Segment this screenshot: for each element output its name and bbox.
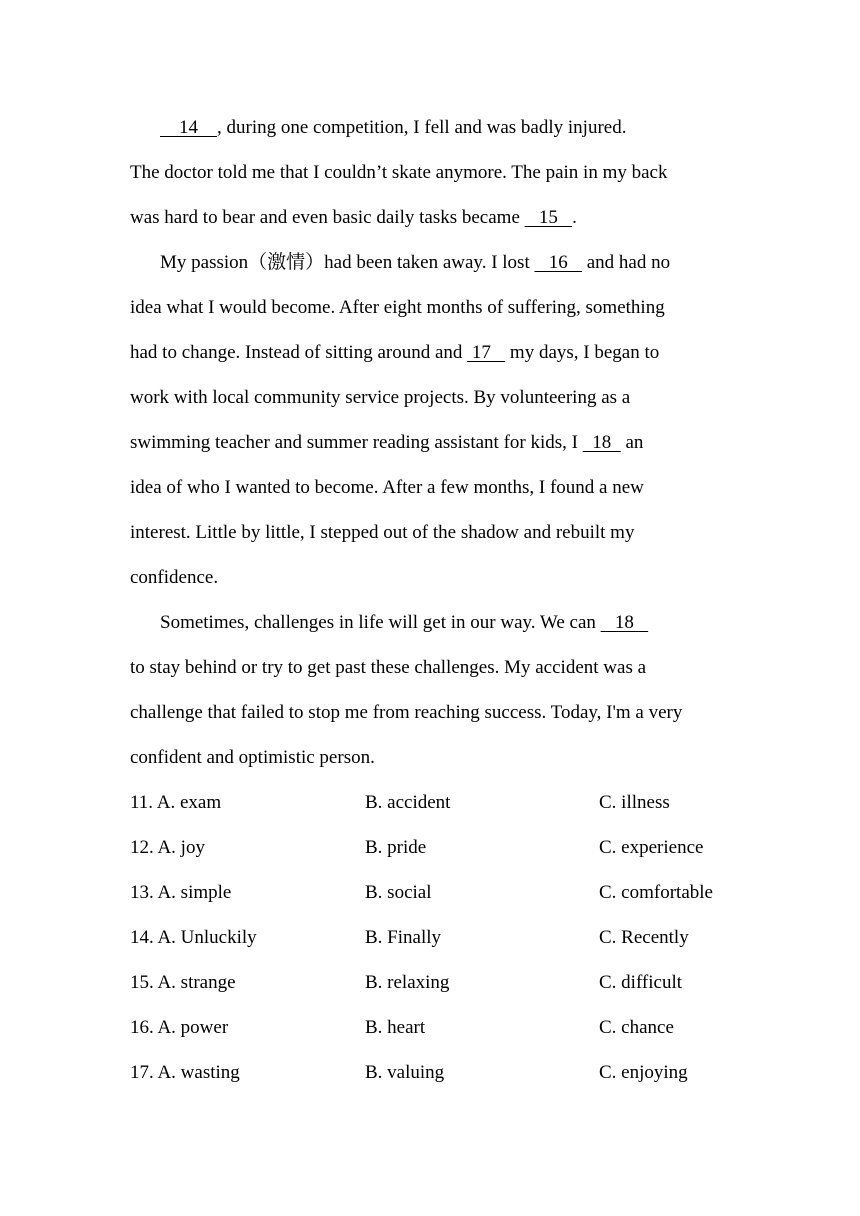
option-a: 13. A. simple bbox=[130, 882, 232, 903]
option-c: C. difficult bbox=[599, 972, 683, 993]
passage-line: confidence. bbox=[130, 567, 219, 588]
blank-18-second: 18 bbox=[600, 612, 649, 633]
passage-line: challenge that failed to stop me from reaching success. Today, I'm a very bbox=[130, 702, 683, 723]
passage-text: swimming teacher and summer reading assistant for kids, I bbox=[130, 432, 583, 453]
blank-18: 18 bbox=[582, 432, 621, 453]
passage-line bbox=[130, 203, 577, 233]
passage-line bbox=[160, 608, 648, 638]
option-c: C. comfortable bbox=[599, 882, 713, 903]
option-c: C. Recently bbox=[599, 927, 689, 948]
blank-16: 16 bbox=[534, 252, 582, 273]
passage-text: My passion（激情）had been taken away. I lost bbox=[160, 252, 535, 273]
option-b: B. Finally bbox=[365, 927, 442, 948]
option-a: 16. A. power bbox=[130, 1017, 229, 1038]
option-b: B. pride bbox=[365, 837, 427, 858]
passage-line: idea what I would become. After eight months of suffering, something bbox=[130, 297, 665, 318]
passage-line: idea of who I wanted to become. After a few months, I found a new bbox=[130, 477, 644, 498]
passage-line: The doctor told me that I couldn’t skate anymore. The pain in my back bbox=[130, 162, 668, 183]
passage-line: confident and optimistic person. bbox=[130, 747, 375, 768]
blank-15: 15 bbox=[524, 207, 573, 228]
option-a: 12. A. joy bbox=[130, 837, 205, 858]
option-c: C. enjoying bbox=[599, 1062, 688, 1083]
blank-14: 14 bbox=[160, 117, 217, 138]
passage-text: was hard to bear and even basic daily tasks became bbox=[130, 207, 525, 228]
option-c: C. illness bbox=[599, 792, 670, 813]
passage-line bbox=[160, 248, 670, 278]
passage-line: interest. Little by little, I stepped out of the shadow and rebuilt my bbox=[130, 522, 635, 543]
passage-text: had to change. Instead of sitting around and bbox=[130, 342, 468, 363]
passage-line bbox=[130, 428, 643, 458]
option-a: 14. A. Unluckily bbox=[130, 927, 257, 948]
passage-text: Sometimes, challenges in life will get in our way. We can bbox=[160, 612, 601, 633]
option-a: 15. A. strange bbox=[130, 972, 236, 993]
passage-text: my days, I began to bbox=[505, 342, 660, 363]
option-c: C. chance bbox=[599, 1017, 674, 1038]
option-a: 17. A. wasting bbox=[130, 1062, 240, 1083]
option-b: B. accident bbox=[365, 792, 451, 813]
option-a: 11. A. exam bbox=[130, 792, 222, 813]
option-b: B. valuing bbox=[365, 1062, 445, 1083]
passage-line bbox=[160, 113, 626, 143]
option-b: B. heart bbox=[365, 1017, 426, 1038]
option-c: C. experience bbox=[599, 837, 704, 858]
option-b: B. social bbox=[365, 882, 432, 903]
option-b: B. relaxing bbox=[365, 972, 450, 993]
passage-text: , during one competition, I fell and was badly injured. bbox=[217, 117, 627, 138]
passage-line bbox=[130, 338, 659, 368]
passage-line: to stay behind or try to get past these challenges. My accident was a bbox=[130, 657, 647, 678]
passage-text: and had no bbox=[581, 252, 671, 273]
passage-text: an bbox=[620, 432, 644, 453]
passage-text: . bbox=[572, 207, 577, 228]
passage-line: work with local community service projects. By volunteering as a bbox=[130, 387, 631, 408]
blank-17: 17 bbox=[467, 342, 506, 363]
